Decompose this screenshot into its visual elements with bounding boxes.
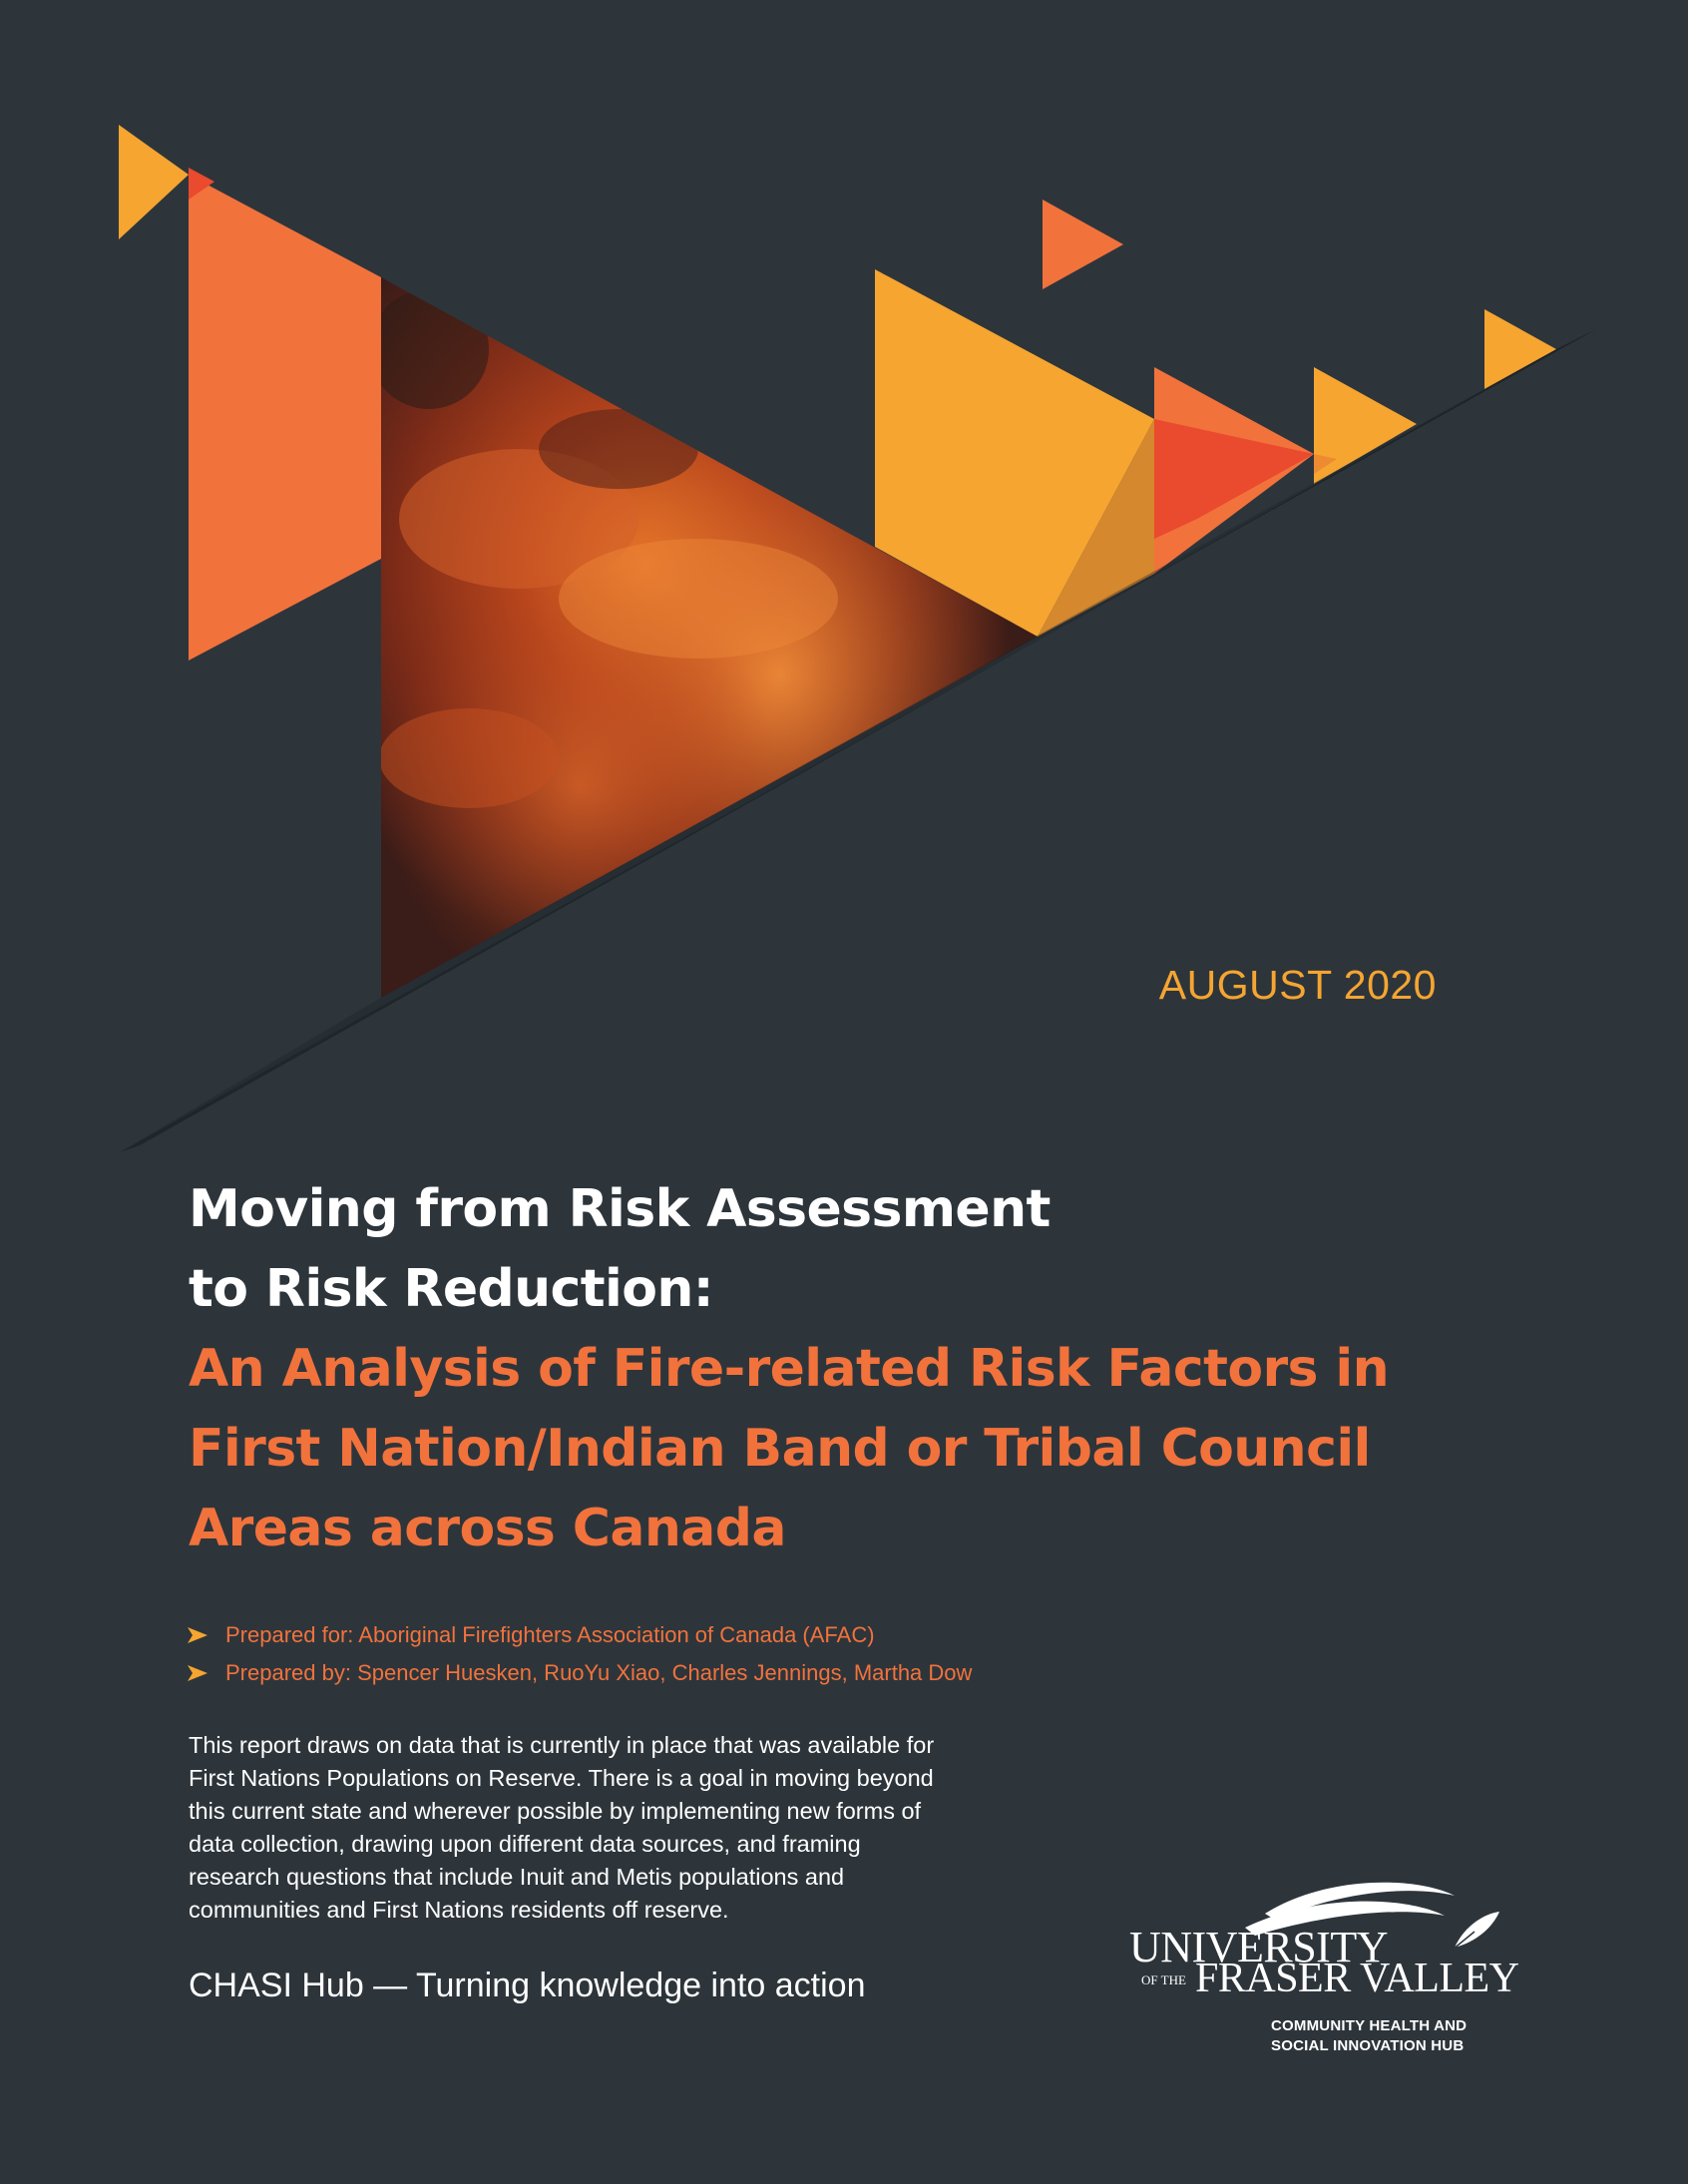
ufv-logo [1125, 1876, 1519, 2065]
logo-hub-line2: SOCIAL INNOVATION HUB [1271, 2037, 1465, 2054]
title-line: Moving from Risk Assessment [189, 1179, 1051, 1239]
description-line: This report draws on data that is currently in place that was available for [189, 1732, 935, 1758]
red-overlap-midright [1154, 419, 1314, 539]
description-line: communities and First Nations residents off reserve. [189, 1897, 729, 1923]
prepared-for-item [186, 1616, 1083, 1654]
description-line: First Nations Populations on Reserve. There is a goal in moving beyond [189, 1765, 934, 1791]
description-line: research questions that include Inuit and Metis populations and [189, 1864, 845, 1890]
description-line: data collection, drawing upon different data sources, and framing [189, 1831, 861, 1857]
logo-hub-line1: COMMUNITY HEALTH AND [1271, 2017, 1468, 2034]
report-date: AUGUST 2020 [1158, 962, 1437, 1008]
arrow-bullet-icon [186, 1625, 210, 1645]
subtitle-line: First Nation/Indian Band or Tribal Council [189, 1419, 1371, 1479]
report-title [189, 1169, 1525, 1568]
amber-triangle-right [1314, 367, 1417, 484]
prepared-by-item [186, 1654, 1083, 1692]
report-description [189, 1729, 1106, 1927]
orange-triangle-left [189, 175, 381, 660]
prepared-for-text: Prepared for: Aboriginal Firefighters Association of Canada (AFAC) [225, 1622, 875, 1647]
orange-triangle-small-top [1043, 200, 1123, 289]
subtitle-line: Areas across Canada [189, 1499, 786, 1558]
amber-triangle-topleft [119, 125, 189, 239]
prepared-list [186, 1616, 1083, 1692]
title-line: to Risk Reduction: [189, 1259, 713, 1319]
logo-fraser-valley-text: FRASER VALLEY [1195, 1956, 1519, 2001]
description-line: this current state and wherever possible by implementing new forms of [189, 1798, 922, 1824]
logo-of-the-text: OF THE [1141, 1972, 1186, 1987]
logo-university-text: UNIVERSITY [1129, 1923, 1388, 1971]
subtitle-line: An Analysis of Fire-related Risk Factors in [189, 1339, 1390, 1399]
chasi-tagline: CHASI Hub — Turning knowledge into action [189, 1966, 866, 2004]
prepared-by-text: Prepared by: Spencer Huesken, RuoYu Xiao, Charles Jennings, Martha Dow [225, 1660, 973, 1685]
amber-triangle-farright [1484, 309, 1556, 389]
arrow-bullet-icon [186, 1663, 210, 1683]
